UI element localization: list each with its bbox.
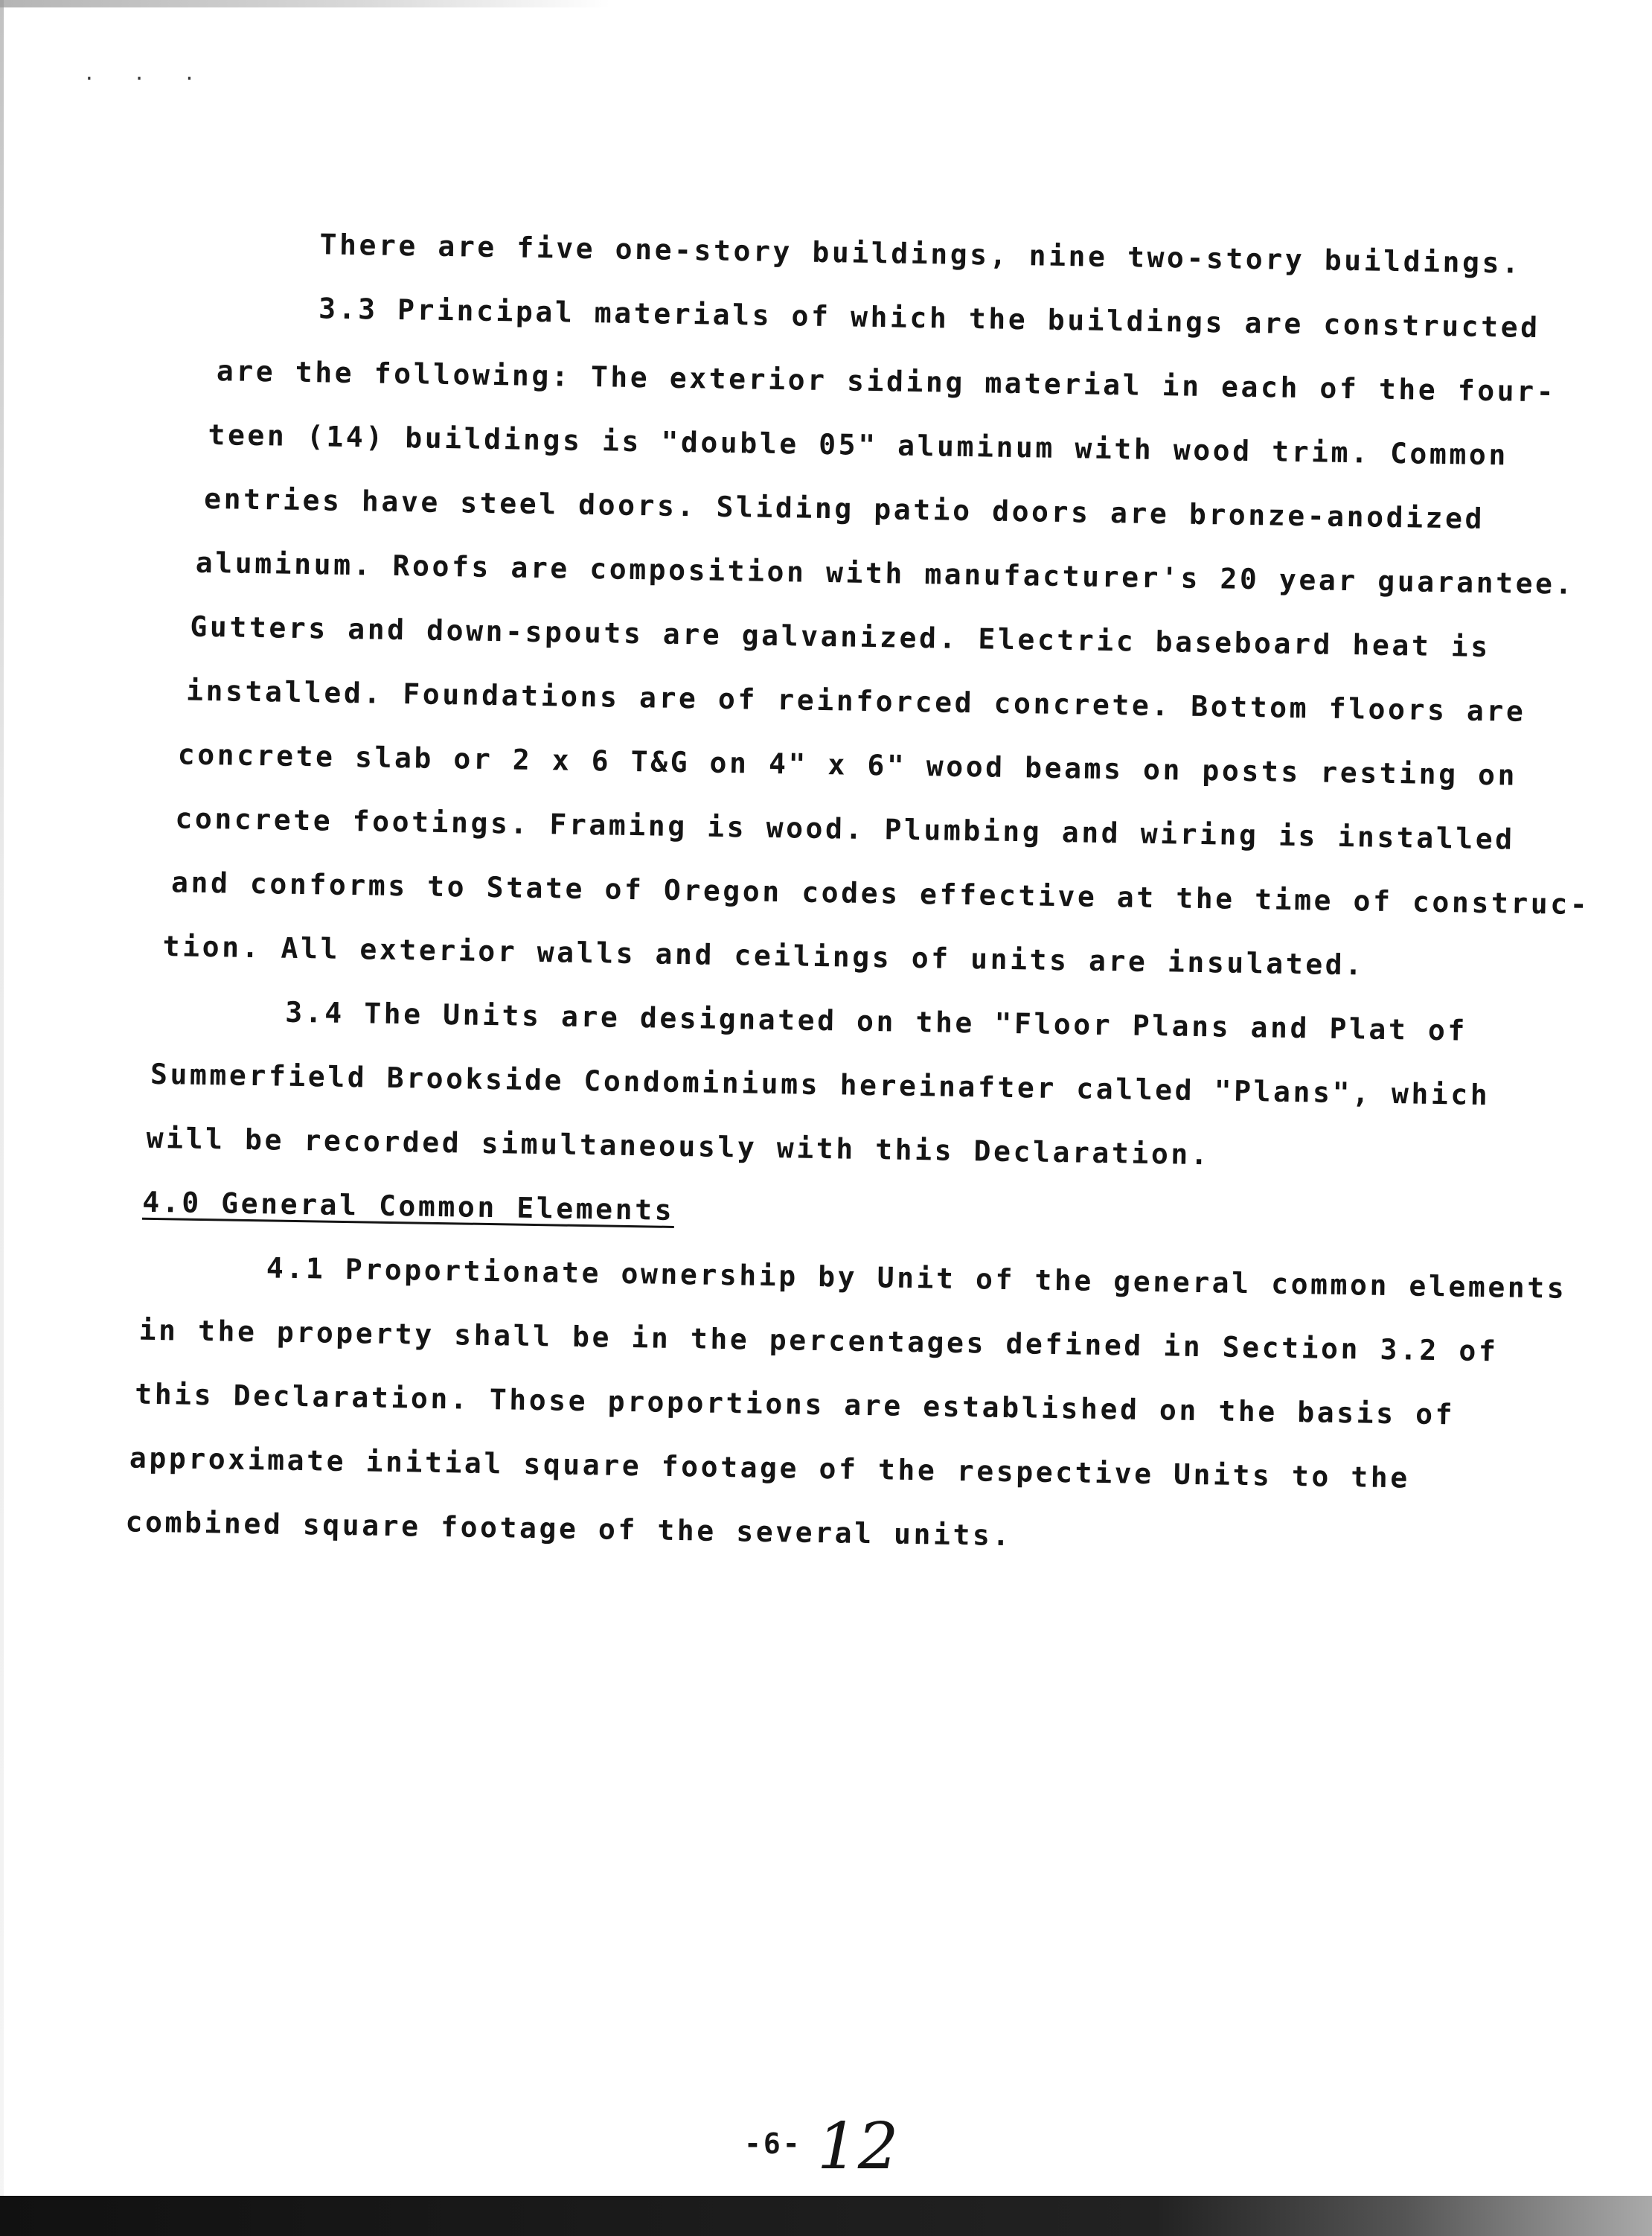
line-2: 3.3 Principal materials of which the buildings are constructed [318, 292, 1541, 345]
line-9: concrete slab or 2 x 6 T&G on 4" x 6" wood beams on posts resting on [177, 738, 1518, 792]
line-11: and conforms to State of Oregon codes effective at the time of construc- [170, 866, 1590, 921]
line-6: aluminum. Roofs are composition with manufacturer's 20 year guarantee. [195, 546, 1575, 601]
line-8: installed. Foundations are of reinforced concrete. Bottom floors are [185, 674, 1526, 728]
line-14: Summerfield Brookside Condominiums hereinafter called "Plans", which [150, 1057, 1491, 1112]
line-20: approximate initial square footage of the respective Units to the [129, 1441, 1411, 1495]
line-10: concrete footings. Framing is wood. Plumbing and wiring is installed [175, 802, 1516, 856]
line-12: tion. All exterior walls and ceilings of units are insulated. [162, 930, 1366, 982]
section-heading-4-0: 4.0 General Common Elements [142, 1185, 675, 1227]
line-13: 3.4 The Units are designated on the "Floor Plans and Plat of [285, 995, 1468, 1047]
line-5: entries have steel doors. Sliding patio doors are bronze-anodized [203, 482, 1485, 535]
line-3: are the following: The exterior siding material in each of the four- [216, 354, 1557, 409]
handwritten-page-number: 12 [817, 2109, 899, 2184]
line-19: this Declaration. Those proportions are established on the basis of [134, 1377, 1456, 1431]
scan-specks: . . . [83, 63, 209, 85]
line-4: teen (14) buildings is "double 05" aluminum with wood trim. Common [208, 418, 1509, 472]
line-17: 4.1 Proportionate ownership by Unit of the general common elements [266, 1251, 1567, 1305]
line-15: will be recorded simultaneously with this Declaration. [146, 1121, 1211, 1172]
page-number: -6- [744, 2127, 802, 2160]
scan-edge-top [0, 0, 610, 7]
line-7: Gutters and down-spouts are galvanized. Electric baseboard heat is [190, 610, 1491, 664]
line-21: combined square footage of the several units. [125, 1505, 1013, 1553]
scan-edge-bottom [0, 2196, 1652, 2236]
document-body [125, 223, 1622, 1591]
scan-edge-left [0, 0, 4, 2203]
line-18: in the property shall be in the percentages defined in Section 3.2 of [138, 1313, 1499, 1368]
line-1: There are five one-story buildings, nine two-story buildings. [319, 228, 1522, 280]
